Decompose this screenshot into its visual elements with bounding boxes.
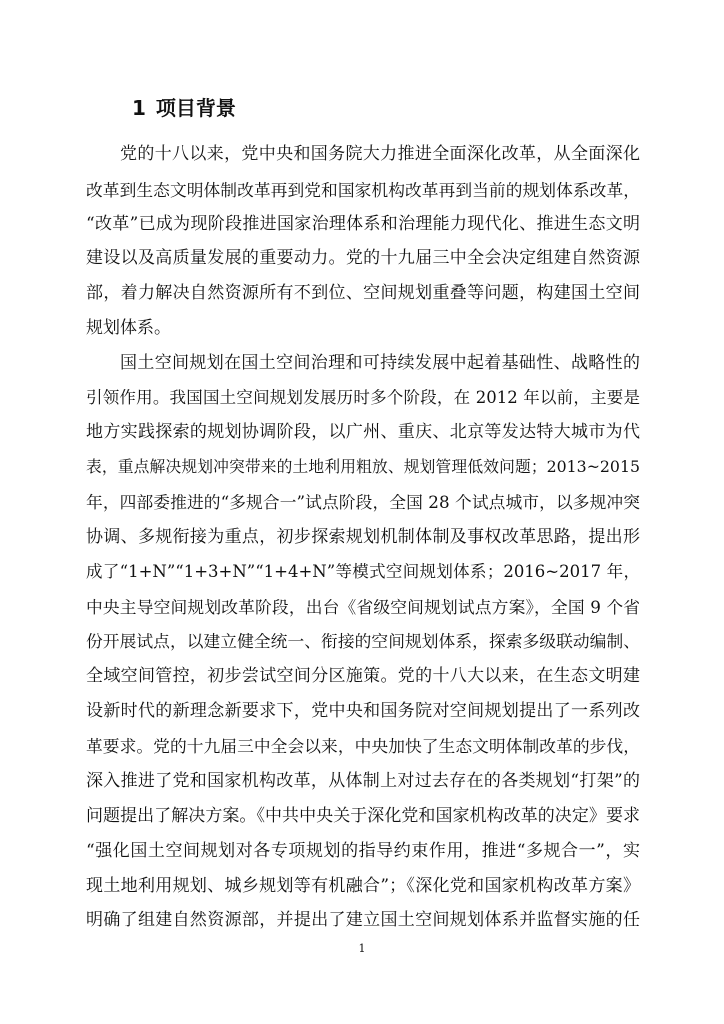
section-number: 1 — [132, 96, 146, 120]
section-title: 项目背景 — [155, 96, 236, 120]
paragraph-2-line-11: 设新时代的新理念新要求下，党中央和国务院对空间规划提出了一系列改 — [86, 701, 640, 721]
paragraph-2-line-16: 现土地利用规划、城乡规划等有机融合”；《深化党和国家机构改革方案》 — [86, 876, 640, 896]
paragraph-1-line-6: 规划体系。 — [86, 318, 171, 338]
paragraph-1-line-5: 部，着力解决自然资源所有不到位、空间规划重叠等问题，构建国土空间 — [86, 283, 640, 303]
paragraph-2-line-17: 明确了组建自然资源部，并提出了建立国土空间规划体系并监督实施的任 — [86, 910, 640, 930]
page-number: 1 — [358, 942, 366, 955]
paragraph-2-line-3: 地方实践探索的规划协调阶段，以广州、重庆、北京等发达特大城市为代 — [86, 422, 640, 442]
paragraph-1-line-4: 建设以及高质量发展的重要动力。党的十九届三中全会决定组建自然资源 — [86, 248, 640, 268]
paragraph-2-line-14: 问题提出了解决方案。《中共中央关于深化党和国家机构改革的决定》要求 — [86, 806, 640, 826]
paragraph-2-line-1: 国土空间规划在国土空间治理和可持续发展中起着基础性、战略性的 — [120, 353, 640, 373]
paragraph-2-line-10: 全域空间管控，初步尝试空间分区施策。党的十八大以来，在生态文明建 — [86, 666, 640, 686]
paragraph-2-line-8: 中央主导空间规划改革阶段，出台《省级空间规划试点方案》，全国 9 个省 — [86, 597, 640, 617]
paragraph-2-line-13: 深入推进了党和国家机构改革，从体制上对过去存在的各类规划“打架”的 — [86, 771, 640, 791]
paragraph-2-line-7: 成了“1+N”“1+3+N”“1+4+N”等模式空间规划体系；2016~2017 年， — [86, 562, 640, 581]
paragraph-1-line-2: 改革到生态文明体制改革再到党和国家机构改革再到当前的规划体系改革， — [86, 180, 640, 200]
paragraph-2-line-15: “强化国土空间规划对各专项规划的指导约束作用，推进“多规合一”，实 — [86, 841, 640, 861]
section-heading — [132, 93, 236, 123]
paragraph-2-line-12: 革要求。党的十九届三中全会以来，中央加快了生态文明体制改革的步伐， — [86, 736, 640, 756]
paragraph-1-line-3: “改革”已成为现阶段推进国家治理体系和治理能力现代化、推进生态文明 — [86, 214, 640, 234]
paragraph-2-line-4: 表，重点解决规划冲突带来的土地利用粗放、规划管理低效问题；2013~2015 — [86, 457, 640, 476]
paragraph-1-line-1: 党的十八以来，党中央和国务院大力推进全面深化改革，从全面深化 — [120, 144, 640, 164]
paragraph-2-line-6: 协调、多规衔接为重点，初步探索规划机制体制及事权改革思路，提出形 — [86, 527, 640, 547]
paragraph-2-line-9: 份开展试点，以建立健全统一、衔接的空间规划体系，探索多级联动编制、 — [86, 631, 640, 651]
paragraph-2-line-5: 年，四部委推进的“多规合一”试点阶段，全国 28 个试点城市，以多规冲突 — [86, 492, 640, 512]
paragraph-2-line-2: 引领作用。我国国土空间规划发展历时多个阶段，在 2012 年以前，主要是 — [86, 388, 640, 407]
